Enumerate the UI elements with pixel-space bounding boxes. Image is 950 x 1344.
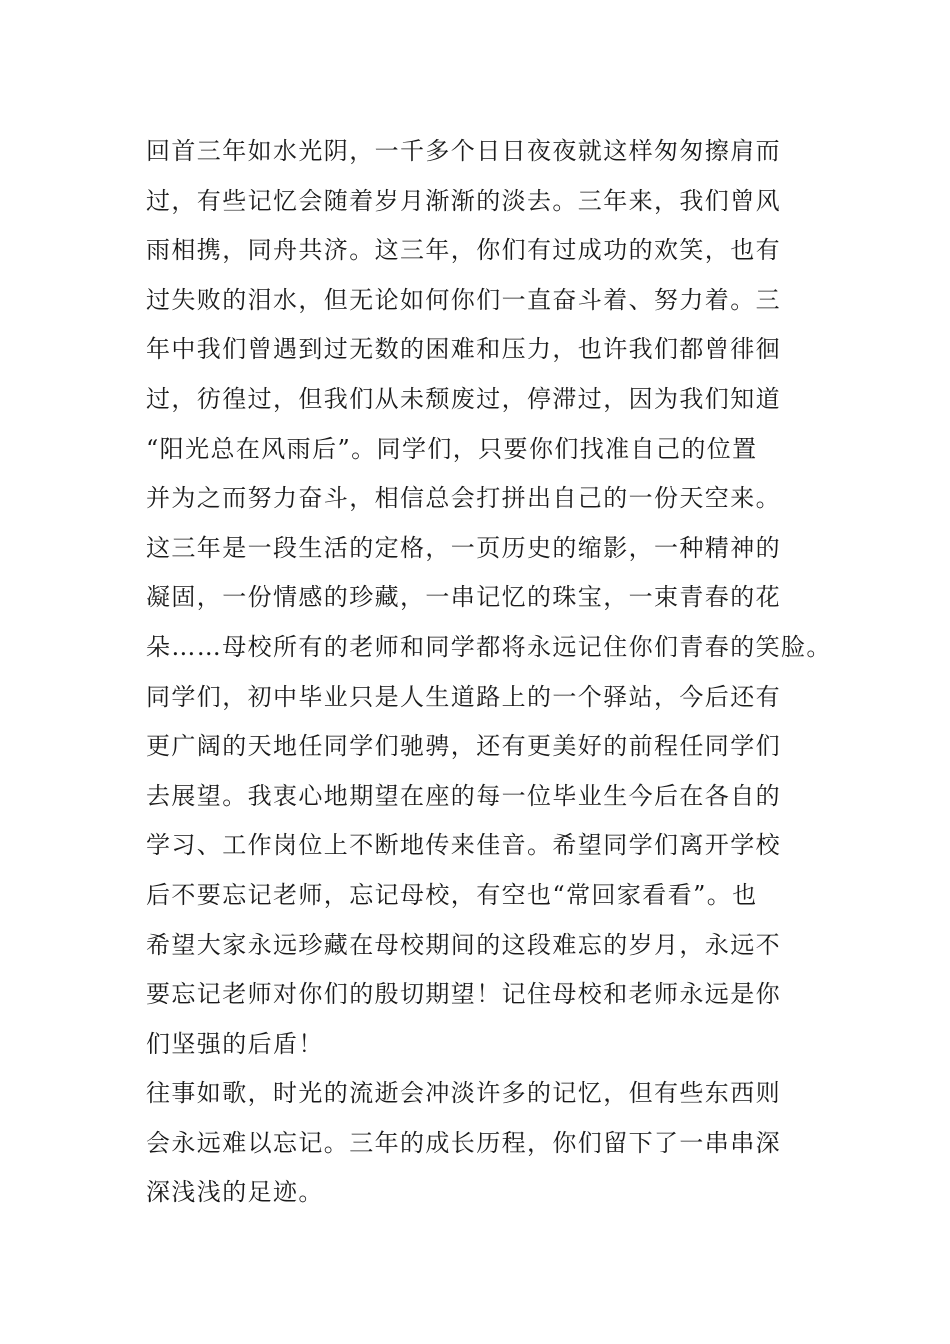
text-line: 年中我们曾遇到过无数的困难和压力，也许我们都曾徘徊 [146, 335, 781, 364]
text-line: 凝固，一份情感的珍藏，一串记忆的珠宝，一束青春的花 [146, 583, 781, 612]
text-line: 去展望。我衷心地期望在座的每一位毕业生今后在各自的 [146, 781, 781, 810]
text-line: 朵……母校所有的老师和同学都将永远记住你们青春的笑脸。 [146, 632, 832, 661]
text-line: 后不要忘记老师，忘记母校，有空也“常回家看看”。也 [146, 880, 758, 909]
paragraph-1 [146, 127, 810, 524]
text-line: 学习、工作岗位上不断地传来佳音。希望同学们离开学校 [146, 831, 781, 860]
text-line: 们坚强的后盾！ [146, 1029, 324, 1058]
text-line: 往事如歌，时光的流逝会冲淡许多的记忆，但有些东西则 [146, 1079, 781, 1108]
paragraph-2 [146, 524, 832, 673]
document-body [146, 127, 832, 1218]
text-line: 过，彷徨过，但我们从未颓废过，停滞过，因为我们知道 [146, 384, 781, 413]
text-line: 希望大家永远珍藏在母校期间的这段难忘的岁月，永远不 [146, 930, 781, 959]
text-line: “阳光总在风雨后”。同学们，只要你们找准自己的位置 [146, 434, 758, 463]
text-line: 同学们，初中毕业只是人生道路上的一个驿站，今后还有 [146, 682, 781, 711]
text-line: 这三年是一段生活的定格，一页历史的缩影，一种精神的 [146, 533, 781, 562]
text-line: 回首三年如水光阴，一千多个日日夜夜就这样匆匆擦肩而 [146, 137, 781, 165]
paragraph-4 [146, 1069, 810, 1218]
text-line: 雨相携，同舟共济。这三年，你们有过成功的欢笑，也有 [146, 236, 781, 265]
text-line: 过，有些记忆会随着岁月渐渐的淡去。三年来，我们曾风 [146, 186, 781, 215]
text-line: 更广阔的天地任同学们驰骋，还有更美好的前程任同学们 [146, 732, 781, 761]
text-line: 过失败的泪水，但无论如何你们一直奋斗着、努力着。三 [146, 285, 781, 314]
text-line: 深浅浅的足迹。 [146, 1178, 324, 1207]
text-line: 会永远难以忘记。三年的成长历程，你们留下了一串串深 [146, 1128, 781, 1157]
text-line: 并为之而努力奋斗，相信总会打拼出自己的一份天空来。 [146, 484, 781, 513]
paragraph-3 [146, 673, 810, 1070]
text-line: 要忘记老师对你们的殷切期望！记住母校和老师永远是你 [146, 980, 781, 1009]
